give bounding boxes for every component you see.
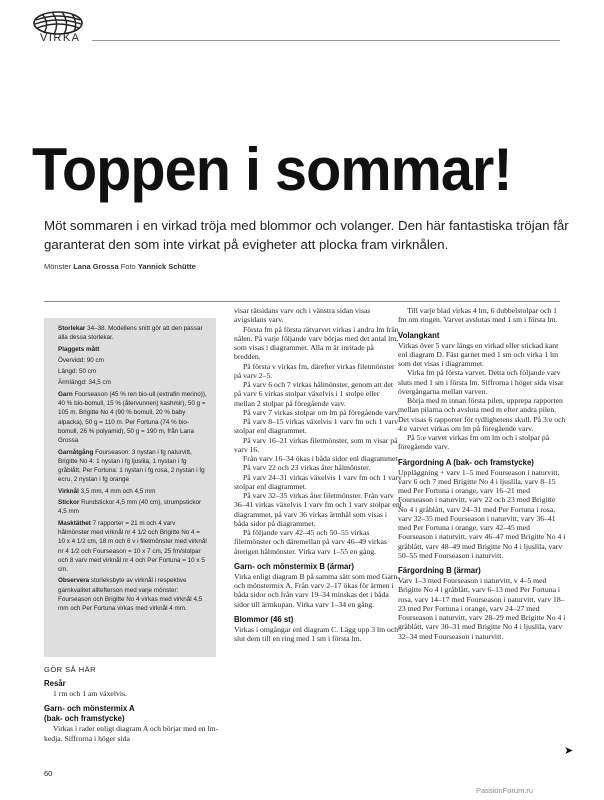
instruction-paragraph: På varv 8–15 virkas växelvis 1 varv fm och 1 varv stolpar enl diagrammet.: [234, 417, 398, 436]
watermark: PassionForum.ru: [476, 786, 534, 795]
material-item: [58, 356, 208, 365]
instruction-paragraph: Virka fm på första varvet. Detta och följande varv sluts med 1 sm i första lm. Siffrorna i höger sida visar övergångarna mellan varven.: [398, 368, 564, 396]
instruction-paragraph: Varv 1–3 med Fourseason i naturvitt, v 4–5 med Brigitte No 4 i gråblått, varv 6–13 med Per Fortuna i rosa, varv 14–17 med Fourseason i naturvitt, varv 18–23 med Per Fortuna i orange, varv 24–27 med Fourseason i naturvitt, varv 28–29 med Brigitte No 4 i gråblått, varv 30–31 med Brigitte No 4 i ljuslila, varv 32–34 med Fourseason i naturvitt.: [398, 576, 566, 641]
material-text: Längd: 50 cm: [58, 368, 97, 376]
material-text: Fourseason (45 % ren bio-ull (extrafin merino)), 40 % bio-bomull, 15 % (återvunnen) kashmir), 50 g = 105 m. Brigitte No 4 (90 % bomull, 20 % baby alpacka), 50 g = 110 m. Per Fortuna (74 % bio-bomull, 26 % polyamid), 50 g = 190 m, från Lana Grossa: [58, 390, 207, 445]
instruction-paragraph: Virka enligt diagram B på samma sätt som med Garn- och mönstermix A. Från varv 2–17 ökas för ärmen i båda sidor och från varv 19–34 minskas det i båda sidor till ärmkupan. Virka varv 1–34 en gång.: [234, 571, 400, 609]
material-item: [58, 576, 208, 613]
material-text: Fourseason: 3 nystan i fg naturvitt, Brigitte No 4: 1 nystan i fg ljuslila, 1 nystan i fg gråblått, Per Fortuna: 1 nystan i fg rosa, 2 nystan i fg ecru, 2 nystan i fg orange: [58, 448, 205, 484]
instruction-paragraph: På 5:e varvet virkas fm om lm och i stolpar på föregående varv.: [398, 433, 550, 452]
page-number: 60: [44, 769, 53, 778]
instruction-paragraph: På varv 32–35 virkas åter filetmönster. Från varv 36–41 virkas växelvis 1 varv fm och 1 varv stolpar enl diagrammet, på varv 36 virkas ärmhål som visas i båda sidor på diagrammet.: [234, 491, 402, 528]
material-text: Rundstickor 4,5 mm (40 cm), strumpstickor 4,5 mm: [58, 499, 202, 516]
material-label: Garn: [58, 390, 73, 398]
lead-paragraph: Möt sommaren i en virkad tröja med blommor och volanger. Den här fantastiska tröjan får garanterat den som inte virkat på evigheter att plocka fram virknålen.: [44, 218, 569, 252]
instruction-paragraph: visar rätsidans varv och i vänstra sidan visas avigsidans varv.: [234, 306, 371, 325]
material-label: Garnåtgång: [58, 448, 94, 456]
material-item: [58, 324, 208, 343]
photo-label: Foto: [120, 262, 136, 271]
materials-box: [44, 318, 216, 657]
instruction-paragraph: På varv 22 och 23 virkas åter hålmönster.: [243, 463, 371, 473]
instruction-paragraph: Virkas över 5 varv längs en virkad eller stickad kant enl diagram D. Fäst garnet med 1 sm och virka 1 lm som det visas i diagrammet.: [398, 340, 559, 368]
instruction-heading: Blommor (46 st): [234, 614, 294, 624]
instructions-column-1: [44, 679, 220, 743]
instruction-paragraph: På första v virkas fm, därefter virkas filetmönster på varv 2–5.: [234, 361, 395, 380]
material-label: Virknål: [58, 487, 79, 495]
content-divider: [44, 301, 560, 302]
header-rule: [92, 40, 560, 41]
photographer-name: Yannick Schütte: [137, 262, 196, 271]
instruction-heading: Volangkant: [398, 330, 440, 340]
section-label: VIRKA: [40, 32, 81, 44]
material-item: [58, 519, 208, 575]
instruction-heading: Färgordning A (bak- och framstycke): [398, 457, 534, 467]
instruction-paragraph: 1 rm och 1 am växelvis.: [53, 689, 127, 698]
material-item: [58, 498, 208, 517]
how-to-heading: GÖR SÅ HÄR: [44, 665, 97, 674]
instructions-column-3: [398, 306, 566, 641]
instruction-paragraph: Börja med m innan första pilen, upprepa rapporten mellan pilarna och avsluta med m efter andra pilen. Det visas 6 rapporter för tydlighetens skull. På 3:e och 4:e varvet virkas om lm på föregående varv.: [398, 396, 566, 433]
page-title: Toppen i sommar!: [32, 136, 512, 203]
material-label: Storlekar: [58, 325, 86, 332]
continue-arrow-icon: ➤: [564, 745, 574, 757]
instruction-heading: Resår: [44, 679, 66, 688]
instruction-heading: Garn- och mönstermix A: [44, 704, 135, 714]
pattern-label: Mönster: [44, 262, 72, 271]
material-text: 3,5 mm, 4 mm och 4,5 mm: [80, 487, 156, 495]
material-label: Masktäthet: [58, 519, 91, 527]
material-text: Ärmlängd: 34,5 cm: [58, 379, 111, 387]
material-label: Observera: [58, 577, 90, 585]
instruction-paragraph: På varv 6 och 7 virkas hålmönster, genom att det på varv 6 virkas stolpar växelvis i 1 stolpe eller mellan 2 stolpar på föregående varv.: [234, 380, 393, 408]
material-item: [58, 345, 208, 354]
instruction-paragraph: På varv 7 virkas stolpar om lm på föregående varv.: [243, 407, 400, 417]
material-label: Plaggets mått: [58, 345, 100, 353]
instruction-paragraph: På följande varv 42–45 och 50–55 virkas filetmönster och däremellan på varv 46–49 virkas återigen hålmönster. Virka varv 1–55 en gång.: [234, 528, 387, 556]
material-item: [58, 390, 208, 446]
instructions-column-2: [234, 306, 402, 643]
instruction-paragraph: På varv 24–31 virkas växelvis 1 varv fm och 1 varv stolpar enl diagrammet.: [234, 472, 402, 491]
instruction-paragraph: På varv 16–21 virkas filetmönster, som m visar på varv 16.: [234, 435, 398, 454]
material-label: Stickor: [58, 499, 80, 507]
material-item: [58, 378, 208, 387]
material-item: [58, 448, 208, 485]
material-text: 7 rapporter = 21 m och 4 varv hålmönster med virknål nr 4 1/2 och Brigitte No 4 = 10 x 4 1/2 cm, 18 m och 6 v i filetmönster med virknål nr 4 1/2 och Fourseason = 10 x 7 cm, 25 fm/stolpar och 8 varv med virknål nr 4 och Per Fortuna = 10 x 5 cm.: [58, 519, 207, 574]
instruction-paragraph: Från varv 16–34 ökas i båda sidor enl diagrammet.: [243, 454, 400, 463]
instruction-paragraph: Virkas i omgångar enl diagram C. Lägg upp 3 lm och slut dem till en ring med 1 sm i första lm.: [234, 624, 399, 643]
instruction-heading: Garn- och mönstermix B (ärmar): [234, 561, 355, 571]
instruction-heading: Färgordning B (ärmar): [398, 566, 481, 575]
material-text: 34–38. Modellens snitt gör att den passar alla dessa storlekar.: [58, 325, 203, 342]
material-text: Övervidd: 90 cm: [58, 356, 104, 364]
instruction-paragraph: Uppläggning + varv 1–5 med Fourseason i naturvitt, varv 6 och 7 med Brigitte No 4 i ljuslila, varv 8–15 med Per Fortuna i orange, varv 16–21 med Fourseason i naturvitt, varv 22 och 23 med Brigitte No 4 i gråblått, varv 24–31 med Per Fortuna i rosa, varv 32–35 med Fourseason i naturvitt, varv 36–41 med Per Fortuna i orange, varv 42–45 med Fourseason i naturvitt, varv 46–47 med Brigitte No 4 i gråblått, varv 48–49 med Brigitte No 4 i ljuslila, varv 50–55 med Fourseason i naturvitt.: [398, 467, 566, 560]
instruction-paragraph: Första fm på första rätvarvet virkas i andra lm från nålen. På varje följande varv börjas med det antal lm, som visas i diagrammet. Alla m är inritade på bredden.: [234, 324, 399, 362]
instruction-paragraph: Till varje blad virkas 4 lm, 6 dubbelstolpar och 1 fm om ringen. Varvet avslutas med 1 sm i första lm.: [398, 306, 558, 325]
material-text: storleksbyte av virknål i respektive garnkvalitet alltefterson med varje mönster: Fourseason och Brigitte No 4 virkas med virknål 4,5 mm och Per Fortuna virkas med virknål 4 mm.: [58, 577, 203, 613]
material-item: [58, 367, 208, 376]
material-item: [58, 487, 208, 496]
instruction-heading: (bak- och framstycke): [44, 714, 125, 724]
credits: [44, 262, 196, 271]
instruction-paragraph: Virkas i rader enligt diagram A och börjar med en lm-kedja. Siffrorna i höger sida: [44, 724, 219, 743]
designer-name: Lana Grossa: [73, 262, 119, 271]
